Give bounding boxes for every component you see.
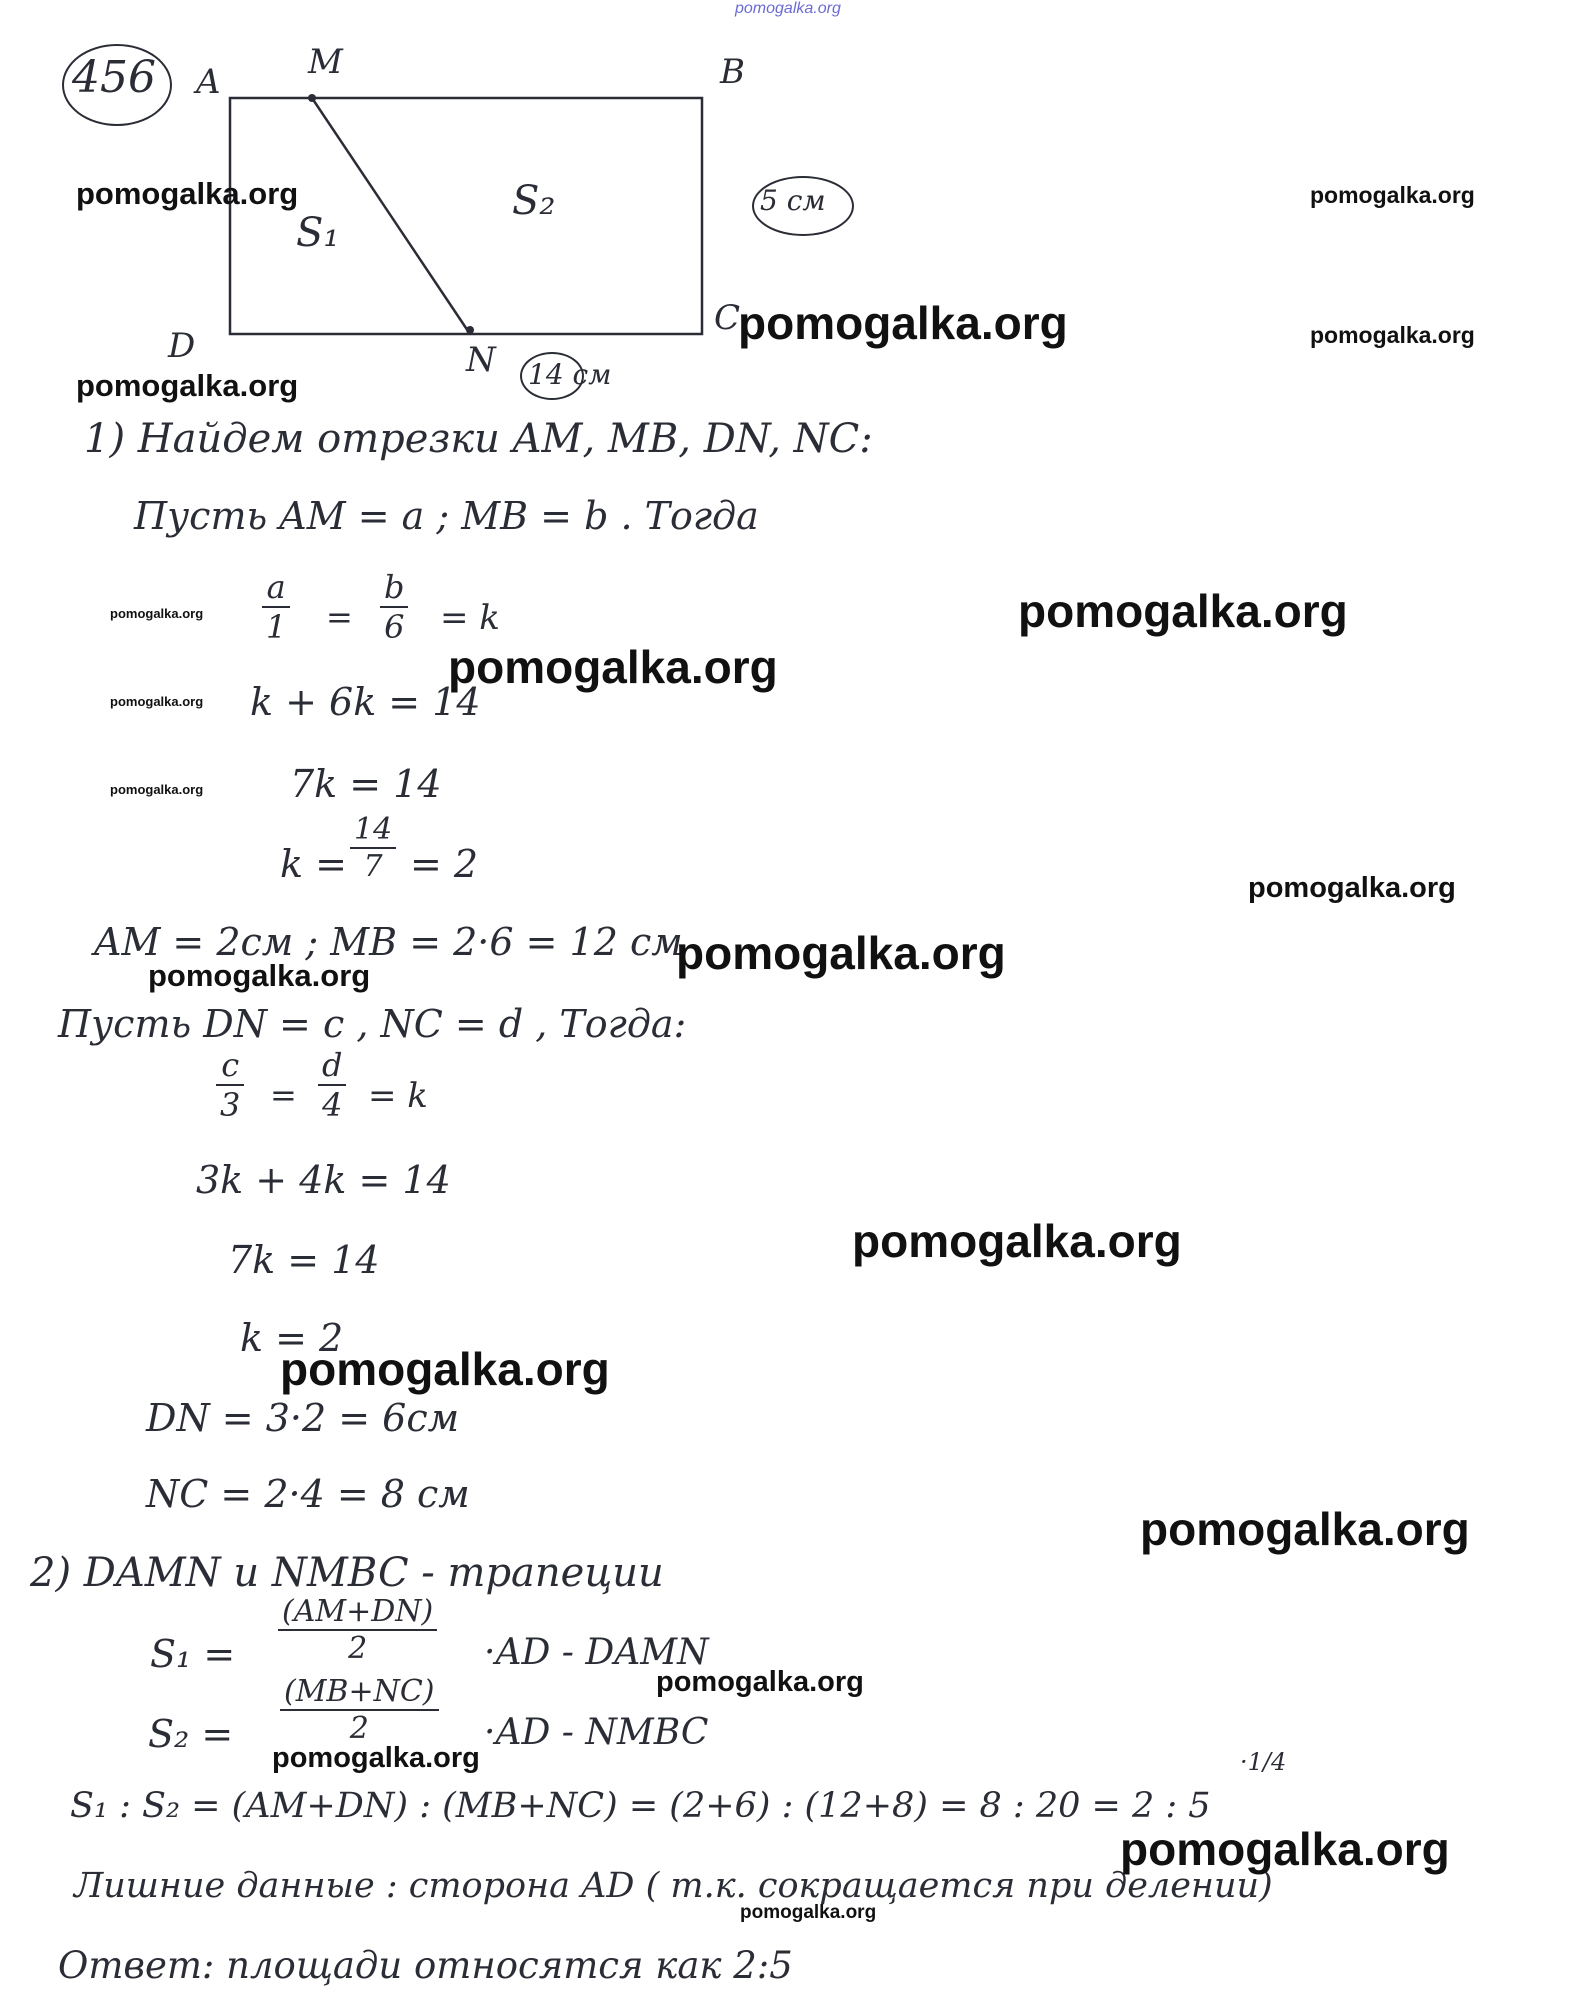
region-label-s2: S₂: [512, 178, 556, 224]
region-label-s1: S₁: [296, 210, 340, 256]
point-m: [308, 94, 316, 102]
ratio-line: S₁ : S₂ = (AM+DN) : (MB+NC) = (2+6) : (12+8) = 8 : 20 = 2 : 5: [70, 1786, 1211, 1826]
let-cd: Пусть DN = c , NC = d , Тогда:: [58, 1002, 687, 1046]
watermark: pomogalka.org: [76, 176, 299, 211]
equation-3k-4k: 3k + 4k = 14: [196, 1158, 451, 1202]
step1-header: 1) Найдем отрезки AM, MB, DN, NC:: [84, 416, 873, 462]
equation-7k: 7k = 14: [290, 762, 442, 806]
fraction-numerator: 14: [350, 812, 396, 849]
point-n: [466, 326, 474, 334]
fraction-a-1: [262, 568, 290, 646]
watermark: pomogalka.org: [272, 1742, 480, 1774]
s1-label: S₁ =: [150, 1632, 236, 1676]
fraction-numerator: a: [262, 568, 290, 608]
fraction-denominator: 7: [363, 849, 383, 884]
watermark: pomogalka.org: [280, 1343, 610, 1395]
equals-k: = k: [440, 598, 500, 638]
watermark: pomogalka.org: [1310, 322, 1475, 348]
s1-formula-tail: ·AD - DAMN: [484, 1632, 709, 1673]
fraction-denominator: 1: [266, 608, 287, 646]
equation-k-6k: k + 6k = 14: [250, 680, 481, 724]
watermark: pomogalka.org: [148, 958, 371, 993]
fraction-denominator: 6: [384, 608, 405, 646]
ratio-reduce-note: ·1/4: [1240, 1748, 1287, 1776]
watermark: pomogalka.org: [738, 297, 1068, 349]
s2-label: S₂ =: [148, 1712, 234, 1756]
watermark: pomogalka.org: [656, 1666, 864, 1698]
fraction-am-dn: [278, 1594, 437, 1666]
fraction-denominator: 2: [349, 1711, 369, 1746]
equation-k-2: k = 2: [240, 1316, 344, 1360]
fraction-denominator: 3: [220, 1086, 241, 1124]
watermark: pomogalka.org: [1140, 1503, 1470, 1555]
watermark: pomogalka.org: [740, 1902, 877, 1923]
fraction-d-4: [318, 1046, 346, 1124]
let-ab: Пусть AM = a ; MB = b . Тогда: [134, 494, 759, 538]
vertex-label-d: D: [168, 326, 196, 366]
fraction-numerator: (MB+NC): [280, 1674, 439, 1711]
watermark: pomogalka.org: [1018, 585, 1348, 637]
side-bc-length: 5 см: [760, 184, 826, 217]
watermark: pomogalka.org: [1310, 182, 1475, 208]
watermark: pomogalka.org: [1120, 1823, 1450, 1875]
vertex-label-a: A: [196, 62, 221, 102]
watermark: pomogalka.org: [1248, 872, 1456, 904]
equals-2: = 2: [410, 842, 479, 886]
fraction-mb-nc: [280, 1674, 439, 1746]
top-site-link[interactable]: pomogalka.org: [735, 0, 841, 17]
watermark: pomogalka.org: [448, 641, 778, 693]
vertex-label-m: M: [308, 42, 343, 82]
answer-line: Ответ: площади относятся как 2:5: [58, 1944, 793, 1987]
result-am-mb: AM = 2см ; MB = 2·6 = 12 см: [94, 920, 683, 964]
result-dn: DN = 3·2 = 6см: [146, 1396, 460, 1440]
vertex-label-c: C: [714, 298, 741, 338]
fraction-14-7: [350, 812, 396, 884]
watermark: pomogalka.org: [676, 927, 1006, 979]
equals-k: = k: [368, 1076, 428, 1116]
equals-sign: =: [270, 1076, 297, 1114]
extra-data-line: Лишние данные : сторона AD ( т.к. сокращается при делении): [74, 1866, 1273, 1906]
side-dc-length: 14 см: [528, 358, 612, 391]
k-equals: k =: [280, 842, 347, 886]
vertex-label-b: B: [720, 52, 745, 92]
fraction-numerator: b: [380, 568, 408, 608]
fraction-denominator: 2: [348, 1631, 368, 1666]
fraction-c-3: [216, 1046, 244, 1124]
watermark: pomogalka.org: [110, 782, 204, 797]
watermark: pomogalka.org: [110, 606, 204, 621]
step2-header: 2) DAMN и NMBC - трапеции: [30, 1550, 664, 1596]
watermark: pomogalka.org: [76, 368, 299, 403]
fraction-numerator: c: [216, 1046, 244, 1086]
equals-sign: =: [326, 598, 353, 636]
watermark: pomogalka.org: [110, 694, 204, 709]
fraction-numerator: d: [318, 1046, 346, 1086]
problem-number: 456: [72, 52, 156, 103]
vertex-label-n: N: [466, 340, 496, 380]
fraction-denominator: 4: [322, 1086, 343, 1124]
s2-formula-tail: ·AD - NMBC: [484, 1712, 709, 1753]
fraction-b-6: [380, 568, 408, 646]
fraction-numerator: (AM+DN): [278, 1594, 437, 1631]
equation-7k-second: 7k = 14: [228, 1238, 380, 1282]
watermark: pomogalka.org: [852, 1215, 1182, 1267]
result-nc: NC = 2·4 = 8 см: [146, 1472, 470, 1516]
